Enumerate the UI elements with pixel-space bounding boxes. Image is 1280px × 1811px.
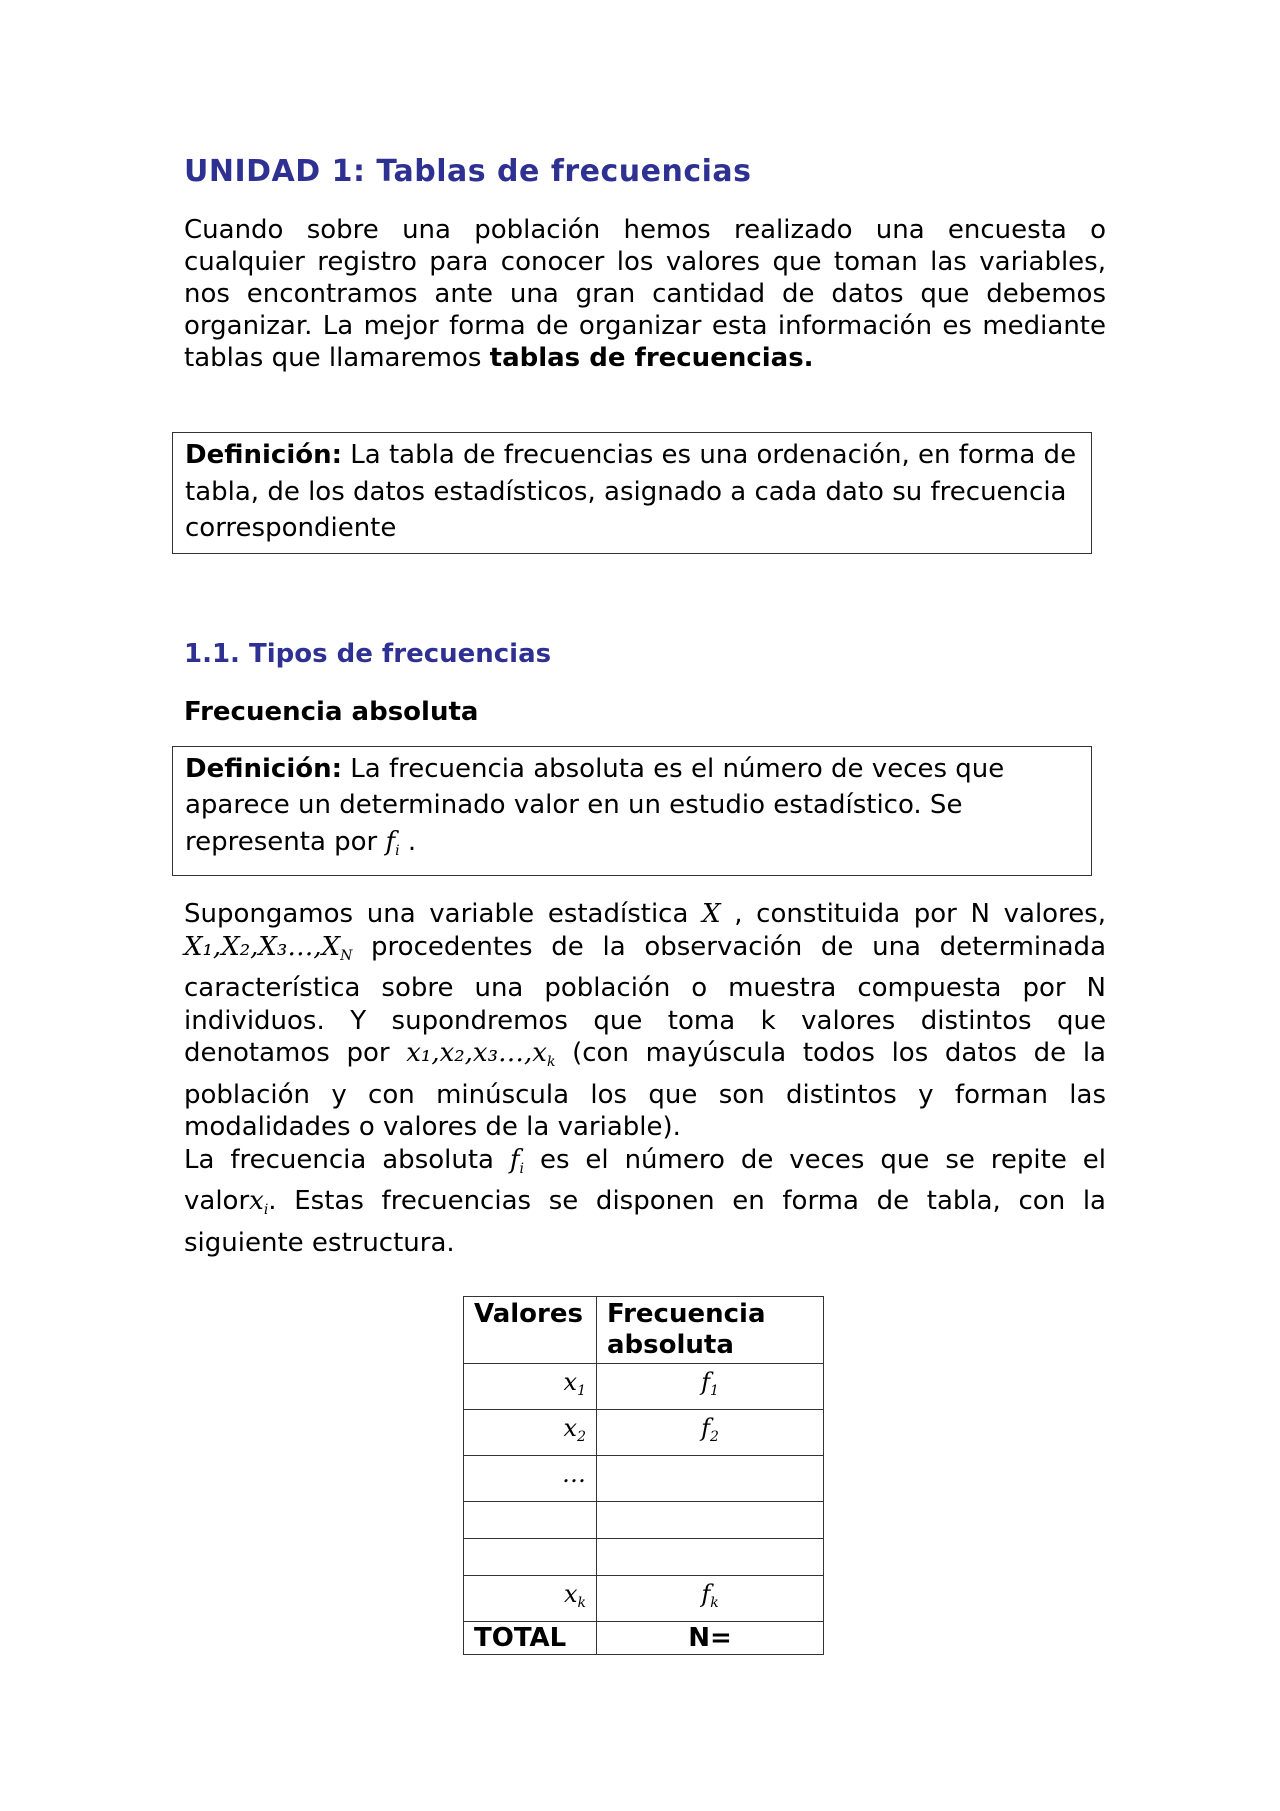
- unit-title: UNIDAD 1: Tablas de frecuencias: [184, 154, 752, 189]
- frequency-cell: $f_2$: [597, 1410, 824, 1456]
- sequence-lower: $x_1,x_2,x_3\dots,x_k$: [406, 1038, 556, 1070]
- value-cell: $x_2$: [464, 1410, 597, 1456]
- definition-text: La tabla de frecuencias es una ordenación, en forma de tabla, de los datos estadísticos, asignado a cada dato su frecuencia correspondiente: [185, 440, 1077, 543]
- definition-text: La frecuencia absoluta es el número de veces que aparece un determinado valor en un estudio estadístico. Se representa por: [185, 753, 1005, 857]
- table-row: [464, 1502, 824, 1539]
- table-total-row: [464, 1622, 824, 1655]
- subsection-title: Frecuencia absoluta: [184, 696, 479, 727]
- table-row: [464, 1364, 824, 1410]
- value-cell: [464, 1502, 597, 1539]
- table-row: [464, 1410, 824, 1456]
- value-cell: …: [464, 1456, 597, 1502]
- frequency-cell: [597, 1502, 824, 1539]
- intro-paragraph: [184, 214, 1106, 374]
- sequence-upper: $X_1,X_2,X_3\dots,X_N$: [184, 931, 353, 964]
- definition-box-frequency-table: [172, 432, 1092, 554]
- document-content: [184, 150, 1106, 1259]
- body-paragraph: Supongamos una variable estadística X , constituida por N valores, $X_1,X_2,X_3\dots,X_N$ procedentes de la observación de una determinada característica sobre una población o muestra compuesta por N individuos. Y supondremos que toma k valores distintos que denotamos por $x_1,x_2,x_3\dots,x_k$ (con mayúscula todos los datos de la población y con minúscula los que son distintos y forman las modalidades o valores de la variable). La frecuencia absoluta $f_i$ es el número de veces que se repite el valorx$_i$. Estas frecuencias se disponen en forma de tabla, con la siguiente estructura.: [184, 899, 1106, 1258]
- symbol-x-i: $x_i$: [249, 1186, 269, 1218]
- intro-text: Cuando sobre una población hemos realizado una encuesta o cualquier registro para conocer los valores que toman las variables, nos encontramos ante una gran cantidad de datos que debemos organizar. La mejor forma de organizar esta información es mediante tablas que llamaremos: [184, 215, 1106, 373]
- frequency-table: [463, 1296, 824, 1655]
- frequency-cell: [597, 1539, 824, 1576]
- frequency-cell: $f_k$: [597, 1576, 824, 1622]
- value-cell: $x_1$: [464, 1364, 597, 1410]
- symbol-f-i: $f_i$: [509, 1144, 525, 1177]
- frequency-cell: $f_1$: [597, 1364, 824, 1410]
- definition-label: Definición:: [185, 753, 343, 784]
- definition-box-absolute-frequency: Definición: La frecuencia absoluta es el número de veces que aparece un determinado valor en un estudio estadístico. Se representa por $f_i$ .: [172, 746, 1092, 877]
- symbol-X: X: [702, 899, 721, 929]
- header-frequency: Frecuencia absoluta: [597, 1297, 824, 1364]
- total-value: N=: [597, 1622, 824, 1655]
- definition-label: Definición:: [185, 440, 343, 470]
- symbol-f-i: $f_i$: [385, 826, 400, 859]
- table-row: [464, 1456, 824, 1502]
- section-title: 1.1. Tipos de frecuencias: [184, 638, 552, 669]
- table-row: [464, 1576, 824, 1622]
- frequency-cell: [597, 1456, 824, 1502]
- value-cell: $x_k$: [464, 1576, 597, 1622]
- table-row: [464, 1539, 824, 1576]
- total-label: TOTAL: [464, 1622, 597, 1655]
- header-values: Valores: [464, 1297, 597, 1364]
- value-cell: [464, 1539, 597, 1576]
- intro-bold-term: tablas de frecuencias.: [489, 343, 814, 373]
